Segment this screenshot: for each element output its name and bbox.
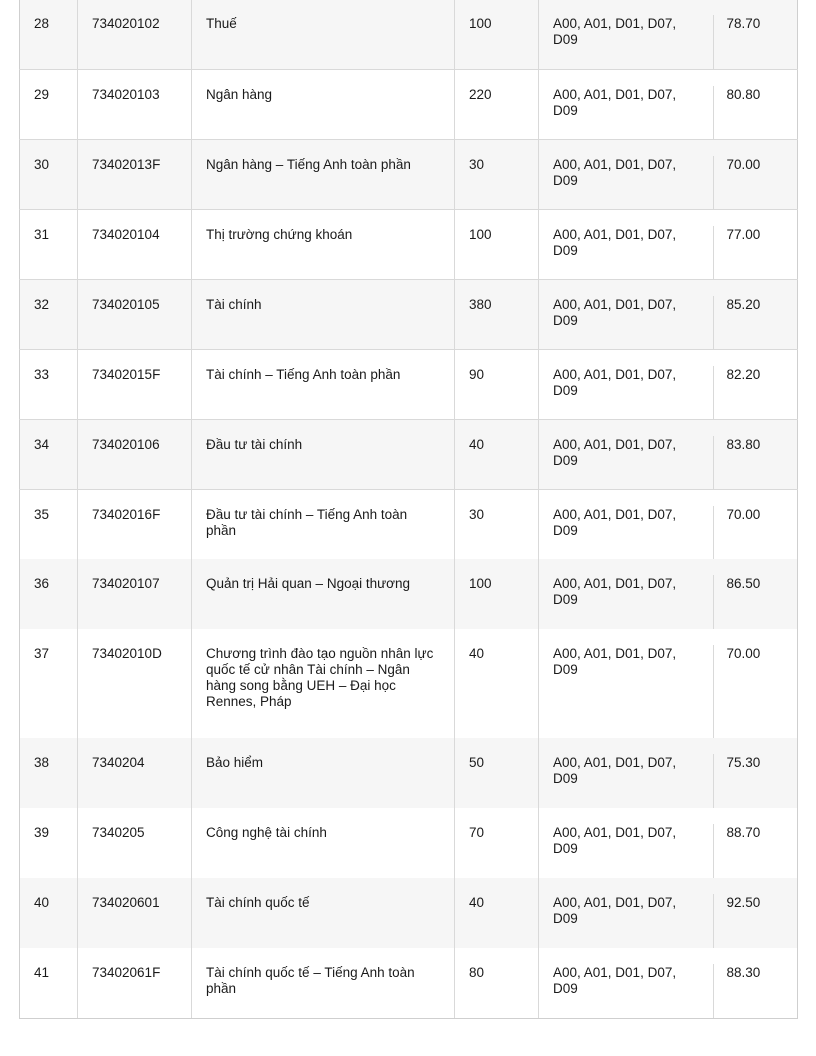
subject-combinations: A00, A01, D01, D07, D09 xyxy=(539,878,713,948)
table-row xyxy=(20,629,798,738)
row-number: 32 xyxy=(20,279,78,349)
subject-combinations: A00, A01, D01, D07, D09 xyxy=(539,559,713,629)
subject-combinations: A00, A01, D01, D07, D09 xyxy=(539,139,713,209)
subject-combinations: A00, A01, D01, D07, D09 xyxy=(539,279,713,349)
quota: 100 xyxy=(455,559,539,629)
table-row xyxy=(20,279,798,349)
major-name: Đầu tư tài chính – Tiếng Anh toàn phần xyxy=(192,489,455,559)
quota: 80 xyxy=(455,948,539,1018)
admission-score: 82.20 xyxy=(713,349,798,419)
major-code: 734020104 xyxy=(78,209,192,279)
major-name: Ngân hàng xyxy=(192,69,455,139)
major-name: Công nghệ tài chính xyxy=(192,808,455,878)
row-number: 37 xyxy=(20,629,78,738)
table-row xyxy=(20,738,798,808)
admission-score: 83.80 xyxy=(713,419,798,489)
quota: 90 xyxy=(455,349,539,419)
major-code: 734020103 xyxy=(78,69,192,139)
table-row xyxy=(20,948,798,1018)
major-name: Bảo hiểm xyxy=(192,738,455,808)
admission-score: 85.20 xyxy=(713,279,798,349)
quota: 30 xyxy=(455,139,539,209)
major-name: Tài chính quốc tế xyxy=(192,878,455,948)
admission-score: 88.30 xyxy=(713,948,798,1018)
quota: 40 xyxy=(455,629,539,738)
major-code: 73402061F xyxy=(78,948,192,1018)
subject-combinations: A00, A01, D01, D07, D09 xyxy=(539,948,713,1018)
quota: 50 xyxy=(455,738,539,808)
quota: 100 xyxy=(455,209,539,279)
table-row xyxy=(20,139,798,209)
major-name: Đầu tư tài chính xyxy=(192,419,455,489)
row-number: 38 xyxy=(20,738,78,808)
admission-score: 70.00 xyxy=(713,629,798,738)
quota: 40 xyxy=(455,878,539,948)
admission-score: 70.00 xyxy=(713,489,798,559)
major-code: 7340204 xyxy=(78,738,192,808)
admission-score: 70.00 xyxy=(713,139,798,209)
row-number: 36 xyxy=(20,559,78,629)
subject-combinations: A00, A01, D01, D07, D09 xyxy=(539,419,713,489)
admission-score: 78.70 xyxy=(713,0,798,69)
subject-combinations: A00, A01, D01, D07, D09 xyxy=(539,629,713,738)
major-code: 734020601 xyxy=(78,878,192,948)
major-name: Tài chính – Tiếng Anh toàn phần xyxy=(192,349,455,419)
major-code: 73402013F xyxy=(78,139,192,209)
major-code: 734020107 xyxy=(78,559,192,629)
admission-score: 80.80 xyxy=(713,69,798,139)
major-code: 7340205 xyxy=(78,808,192,878)
admission-score: 75.30 xyxy=(713,738,798,808)
table-row xyxy=(20,559,798,629)
major-name: Ngân hàng – Tiếng Anh toàn phần xyxy=(192,139,455,209)
row-number: 34 xyxy=(20,419,78,489)
table-row xyxy=(20,209,798,279)
quota: 100 xyxy=(455,0,539,69)
quota: 70 xyxy=(455,808,539,878)
quota: 40 xyxy=(455,419,539,489)
admission-score: 92.50 xyxy=(713,878,798,948)
row-number: 30 xyxy=(20,139,78,209)
table-row xyxy=(20,0,798,69)
row-number: 35 xyxy=(20,489,78,559)
table-row xyxy=(20,808,798,878)
row-number: 39 xyxy=(20,808,78,878)
major-name: Quản trị Hải quan – Ngoại thương xyxy=(192,559,455,629)
subject-combinations: A00, A01, D01, D07, D09 xyxy=(539,489,713,559)
table-row xyxy=(20,419,798,489)
row-number: 40 xyxy=(20,878,78,948)
major-name: Thuế xyxy=(192,0,455,69)
admissions-table xyxy=(19,0,798,1019)
table-row xyxy=(20,489,798,559)
major-code: 734020106 xyxy=(78,419,192,489)
major-code: 734020102 xyxy=(78,0,192,69)
major-name: Tài chính xyxy=(192,279,455,349)
quota: 30 xyxy=(455,489,539,559)
major-name: Chương trình đào tạo nguồn nhân lực quốc tế cử nhân Tài chính – Ngân hàng song bằng UEH – Đại học Rennes, Pháp xyxy=(192,629,455,738)
row-number: 28 xyxy=(20,0,78,69)
table-row xyxy=(20,878,798,948)
row-number: 31 xyxy=(20,209,78,279)
row-number: 29 xyxy=(20,69,78,139)
subject-combinations: A00, A01, D01, D07, D09 xyxy=(539,0,713,69)
major-code: 73402016F xyxy=(78,489,192,559)
major-name: Tài chính quốc tế – Tiếng Anh toàn phần xyxy=(192,948,455,1018)
admission-score: 88.70 xyxy=(713,808,798,878)
quota: 220 xyxy=(455,69,539,139)
major-name: Thị trường chứng khoán xyxy=(192,209,455,279)
subject-combinations: A00, A01, D01, D07, D09 xyxy=(539,209,713,279)
subject-combinations: A00, A01, D01, D07, D09 xyxy=(539,738,713,808)
major-code: 734020105 xyxy=(78,279,192,349)
admission-score: 77.00 xyxy=(713,209,798,279)
subject-combinations: A00, A01, D01, D07, D09 xyxy=(539,69,713,139)
subject-combinations: A00, A01, D01, D07, D09 xyxy=(539,808,713,878)
major-code: 73402010D xyxy=(78,629,192,738)
row-number: 41 xyxy=(20,948,78,1018)
table-row xyxy=(20,69,798,139)
row-number: 33 xyxy=(20,349,78,419)
quota: 380 xyxy=(455,279,539,349)
subject-combinations: A00, A01, D01, D07, D09 xyxy=(539,349,713,419)
admission-score: 86.50 xyxy=(713,559,798,629)
major-code: 73402015F xyxy=(78,349,192,419)
table-row xyxy=(20,349,798,419)
